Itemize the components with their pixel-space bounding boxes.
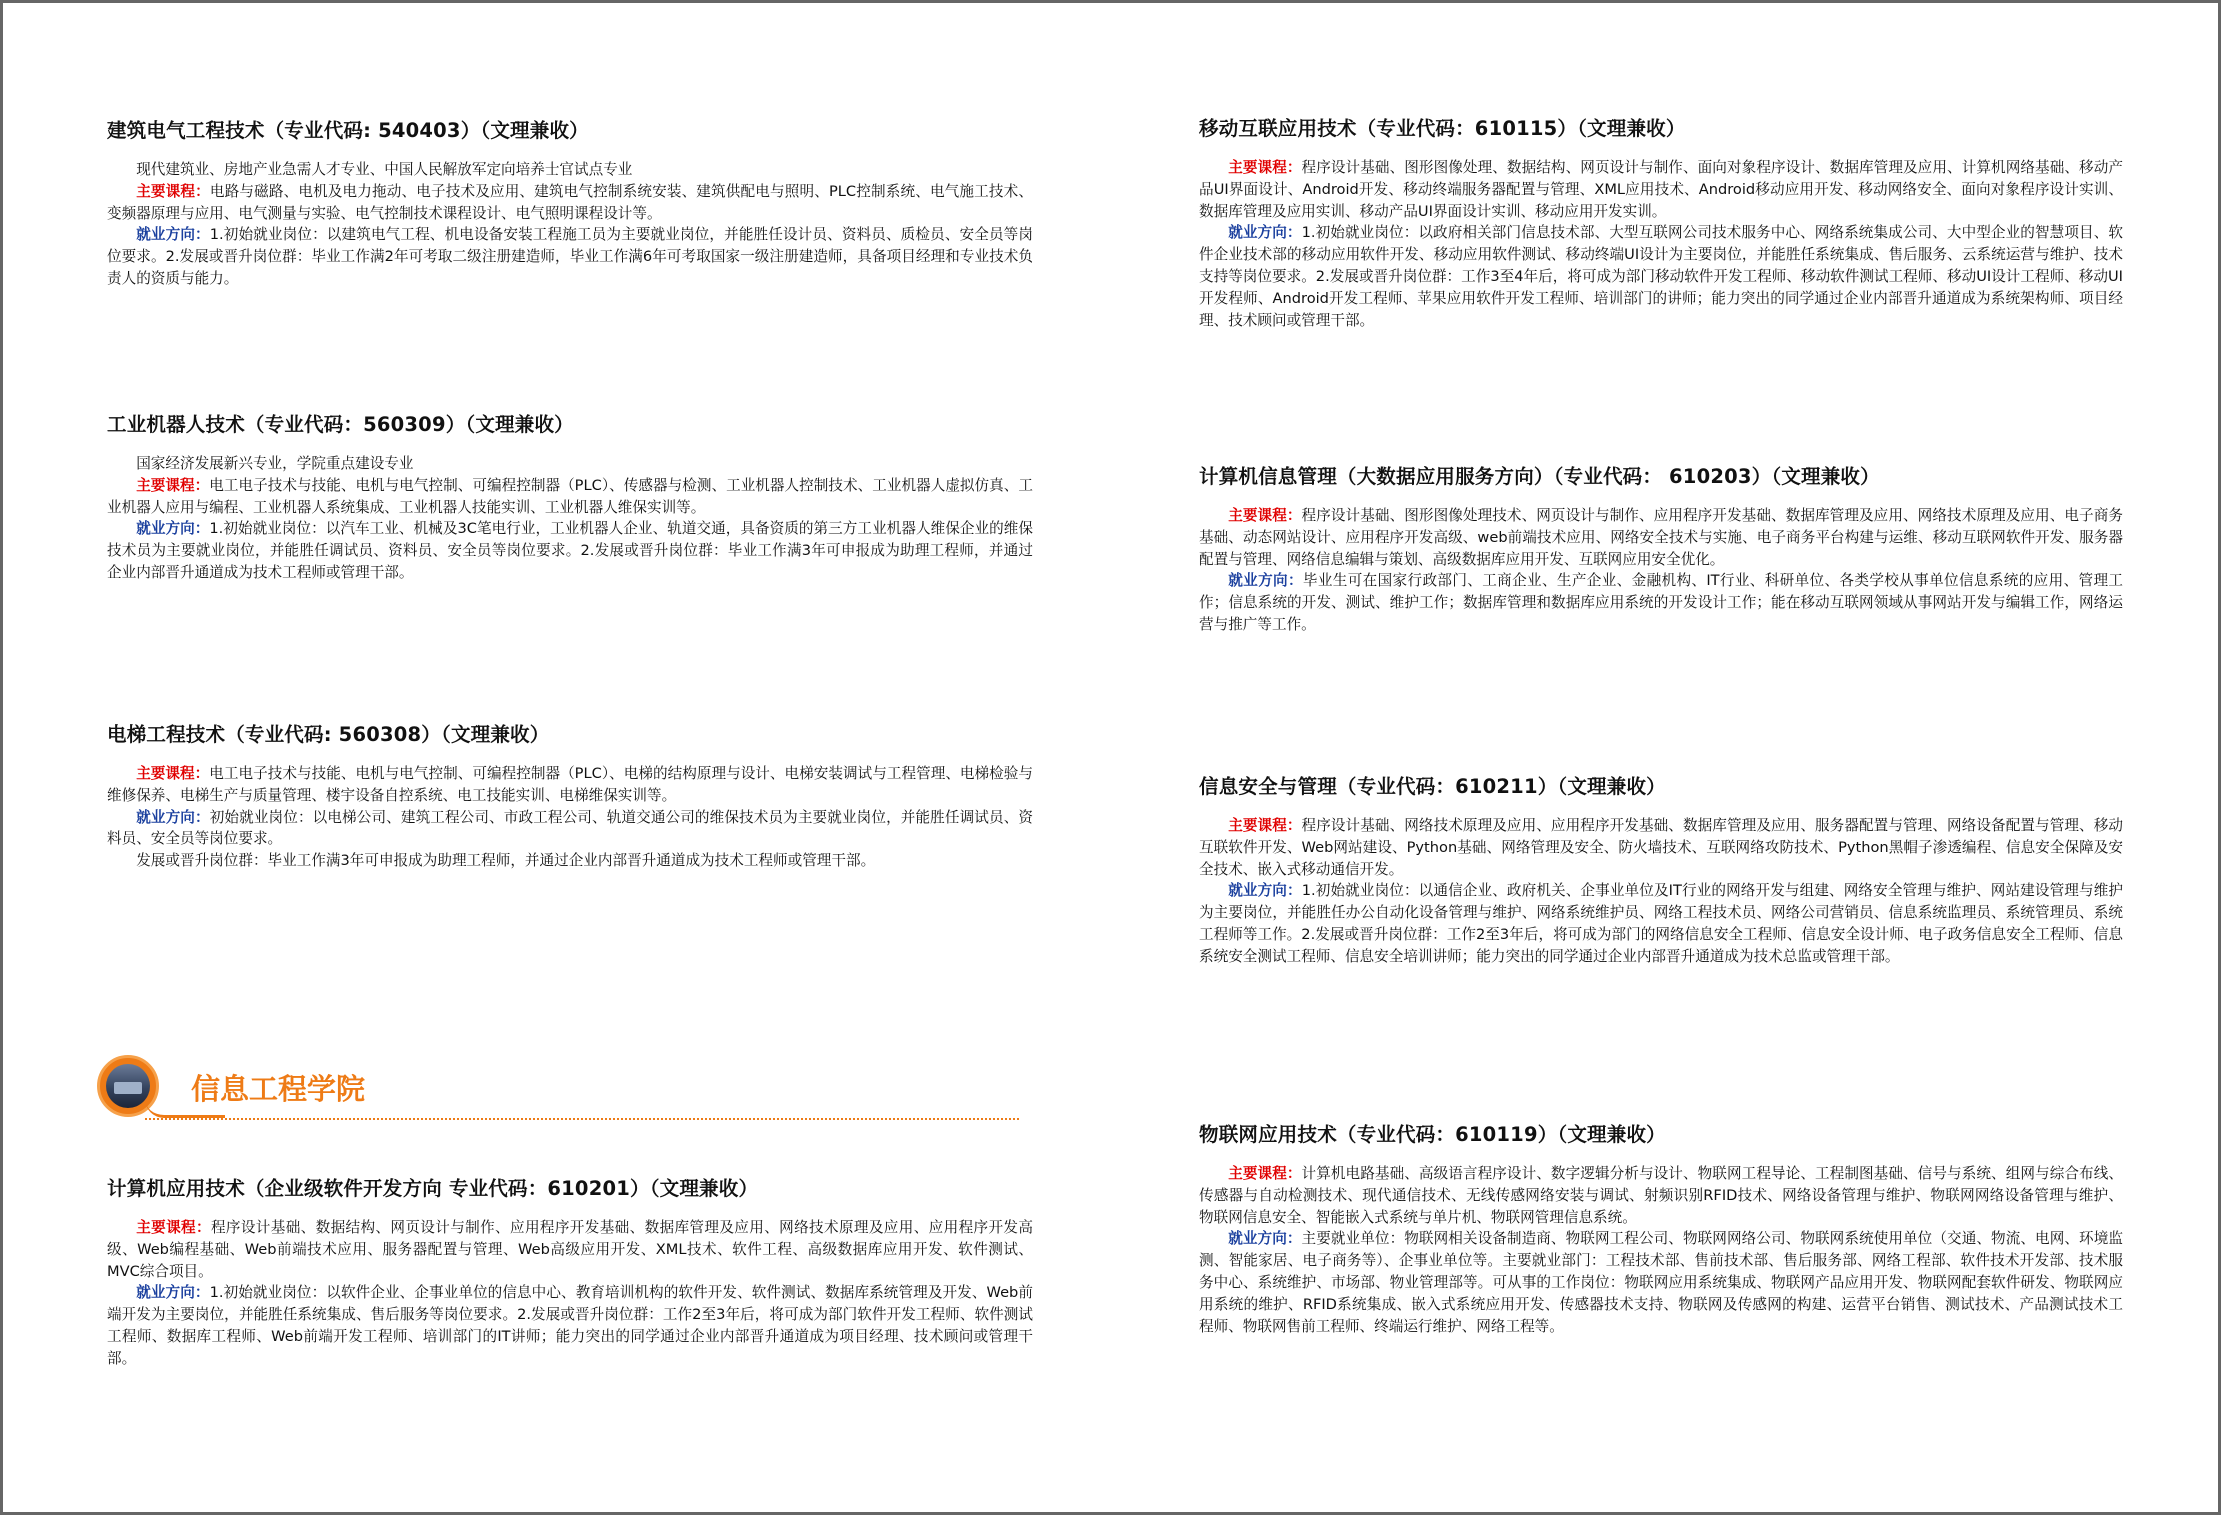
job-label: 就业方向：	[136, 808, 210, 826]
course-label: 主要课程：	[1228, 1165, 1302, 1182]
major-courses	[1199, 505, 2123, 570]
major-title: 工业机器人技术（专业代码：560309）（文理兼收）	[107, 413, 574, 436]
job-text: 1.初始就业岗位：以建筑电气工程、机电设备安装工程施工员为主要就业岗位，并能胜任设计员、资料员、质检员、安全员等岗位要求。2.发展或晋升岗位群：毕业工作满2年可考取二级注册建造师，毕业工作满6年可考取国家一级注册建造师，具备项目经理和专业技术负责人的资质与能力。	[107, 226, 1033, 287]
major-body	[107, 1217, 1033, 1370]
major-title: 计算机应用技术（企业级软件开发方向 专业代码：610201）（文理兼收）	[107, 1177, 759, 1200]
course-label: 主要课程：	[1228, 507, 1302, 524]
major-industrial-robot	[107, 409, 1033, 584]
major-jobs	[1199, 570, 2123, 635]
course-text: 计算机电路基础、高级语言程序设计、数字逻辑分析与设计、物联网工程导论、工程制图基础、信号与系统、组网与综合布线、传感器与自动检测技术、现代通信技术、无线传感网络安装与调试、射频识别RFID技术、网络设备管理与维护、物联网网络设备管理与维护、物联网信息安全、智能嵌入式系统与单片机、物联网管理信息系统。	[1199, 1165, 2123, 1226]
course-text: 程序设计基础、图形图像处理技术、网页设计与制作、应用程序开发基础、数据库管理及应用、网络技术原理及应用、电子商务基础、动态网站设计、应用程序开发高级、web前端技术应用、网络安全技术与实施、电子商务平台构建与运维、移动互联网软件开发、服务器配置与管理、网络信息编辑与策划、高级数据库应用开发、互联网应用安全优化。	[1199, 507, 2123, 568]
job-label: 就业方向：	[1228, 224, 1302, 242]
job-text: 1.初始就业岗位：以通信企业、政府机关、企事业单位及IT行业的网络开发与组建、网络安全管理与维护、网站建设管理与维护为主要岗位，并能胜任办公自动化设备管理与维护、网络系统维护员、网络工程技术员、网络公司营销员、信息系统监理员、系统管理员、系统工程师等工作。2.发展或晋升岗位群：工作2至3年后，将可成为部门的网络信息安全工程师、信息安全设计师、电子政务信息安全工程师、信息系统安全测试工程师、信息安全培训讲师；能力突出的同学通过企业内部晋升通道成为技术总监或管理干部。	[1199, 882, 2123, 965]
job-text: 1.初始就业岗位：以政府相关部门信息技术部、大型互联网公司技术服务中心、网络系统集成公司、大中型企业的智慧项目、软件企业技术部的移动应用软件开发、移动应用软件测试、移动终端UI设计为主要岗位，并能胜任系统集成、售后服务、云系统运营与维护、技术支持等岗位要求。2.发展或晋升岗位群：工作3至4年后，将可成为部门移动软件开发工程师、移动软件测试工程师、移动UI设计工程师、移动UI开发程师、Android开发工程师、苹果应用软件开发工程师、培训部门的讲师；能力突出的同学通过企业内部晋升通道成为系统架构师、项目经理、技术顾问或管理干部。	[1199, 224, 2123, 329]
job-label: 就业方向：	[136, 226, 210, 244]
major-body	[1199, 1163, 2123, 1337]
major-title: 电梯工程技术（专业代码: 560308）（文理兼收）	[107, 723, 550, 746]
major-body	[1199, 505, 2123, 636]
major-title: 移动互联应用技术（专业代码：610115）（文理兼收）	[1199, 117, 1686, 140]
job-label: 就业方向：	[1228, 572, 1303, 590]
job-label: 就业方向：	[1228, 1230, 1302, 1248]
course-text: 电路与磁路、电机及电力拖动、电子技术及应用、建筑电气控制系统安装、建筑供配电与照明、PLC控制系统、电气施工技术、变频器原理与应用、电气测量与实验、电气控制技术课程设计、电气照明课程设计等。	[107, 182, 1033, 222]
major-jobs	[1199, 880, 2123, 967]
major-information-security	[1199, 771, 2123, 968]
major-body	[1199, 157, 2123, 331]
major-jobs	[107, 518, 1033, 583]
course-text: 电工电子技术与技能、电机与电气控制、可编程控制器（PLC）、电梯的结构原理与设计、电梯安装调试与工程管理、电梯检验与维修保养、电梯生产与质量管理、楼宇设备自控系统、电工技能实训、电梯维保实训等。	[107, 765, 1033, 804]
major-courses	[107, 763, 1033, 807]
major-jobs	[107, 1282, 1033, 1369]
major-title: 信息安全与管理（专业代码：610211）（文理兼收）	[1199, 775, 1666, 798]
course-label: 主要课程：	[1228, 159, 1302, 176]
course-text: 程序设计基础、数据结构、网页设计与制作、应用程序开发基础、数据库管理及应用、网络技术原理及应用、应用程序开发高级、Web编程基础、Web前端技术应用、服务器配置与管理、Web高级应用开发、XML技术、软件工程、高级数据库应用开发、软件测试、MVC综合项目。	[107, 1219, 1033, 1280]
major-courses	[1199, 1163, 2123, 1228]
course-label: 主要课程：	[136, 1219, 211, 1236]
major-intro: 现代建筑业、房地产业急需人才专业、中国人民解放军定向培养士官试点专业	[136, 161, 633, 178]
major-intro: 国家经济发展新兴专业，学院重点建设专业	[136, 455, 414, 472]
major-body	[107, 159, 1033, 290]
major-body	[107, 453, 1033, 584]
course-text: 程序设计基础、网络技术原理及应用、应用程序开发基础、数据库管理及应用、服务器配置与管理、网络设备配置与管理、移动互联软件开发、Web网站建设、Python基础、网络管理及安全、防火墙技术、互联网络攻防技术、Python黑帽子渗透编程、信息安全保障及安全技术、嵌入式移动通信开发。	[1199, 817, 2123, 878]
major-jobs	[107, 807, 1033, 851]
major-jobs	[1199, 1228, 2123, 1337]
major-computer-application	[107, 1173, 1033, 1370]
course-label: 主要课程：	[136, 182, 210, 200]
banner-dotted-divider	[145, 1118, 1019, 1120]
course-label: 主要课程：	[136, 476, 210, 494]
college-banner	[97, 1055, 1027, 1125]
major-courses	[107, 181, 1033, 225]
major-title: 计算机信息管理（大数据应用服务方向）（专业代码： 610203）（文理兼收）	[1199, 465, 1880, 488]
major-jobs	[107, 224, 1033, 289]
major-elevator	[107, 719, 1033, 872]
major-courses	[1199, 815, 2123, 880]
major-title: 物联网应用技术（专业代码：610119）（文理兼收）	[1199, 1123, 1666, 1146]
major-courses	[107, 1217, 1033, 1282]
job-label: 就业方向：	[136, 1284, 210, 1302]
major-title: 建筑电气工程技术（专业代码: 540403）（文理兼收）	[107, 119, 589, 142]
major-courses	[107, 475, 1033, 519]
job-label: 就业方向：	[136, 520, 210, 538]
major-body	[1199, 815, 2123, 968]
course-text: 程序设计基础、图形图像处理、数据结构、网页设计与制作、面向对象程序设计、数据库管理及应用、计算机网络基础、移动产品UI界面设计、Android开发、移动终端服务器配置与管理、XML应用技术、Android移动应用开发、移动网络安全、面向对象程序设计实训、数据库管理及应用实训、移动产品UI界面设计实训、移动应用开发实训。	[1199, 159, 2123, 220]
major-body	[107, 763, 1033, 872]
college-title: 信息工程学院	[191, 1072, 366, 1106]
major-courses	[1199, 157, 2123, 222]
job-label: 就业方向：	[1228, 882, 1302, 900]
job-text: 1.初始就业岗位：以汽车工业、机械及3C笔电行业，工业机器人企业、轨道交通，具备资质的第三方工业机器人维保企业的维保技术员为主要就业岗位，并能胜任调试员、资料员、安全员等岗位要求。2.发展或晋升岗位群：毕业工作满3年可申报成为助理工程师，并通过企业内部晋升通道成为技术工程师或管理干部。	[107, 520, 1033, 581]
course-label: 主要课程：	[1228, 817, 1302, 834]
major-information-management	[1199, 461, 2123, 636]
course-text: 电工电子技术与技能、电机与电气控制、可编程控制器（PLC）、传感器与检测、工业机器人控制技术、工业机器人虚拟仿真、工业机器人应用与编程、工业机器人系统集成、工业机器人技能实训、工业机器人维保实训等。	[107, 476, 1033, 516]
major-building-electrical	[107, 115, 1033, 290]
course-label: 主要课程：	[136, 765, 210, 782]
major-iot	[1199, 1119, 2123, 1337]
major-jobs	[1199, 222, 2123, 331]
major-jobs-extra: 发展或晋升岗位群：毕业工作满3年可申报成为助理工程师，并通过企业内部晋升通道成为技术工程师或管理干部。	[136, 852, 876, 870]
job-text: 主要就业单位：物联网相关设备制造商、物联网工程公司、物联网网络公司、物联网系统使用单位（交通、物流、电网、环境监测、智能家居、电子商务等）、企事业单位等。主要就业部门：工程技术部、售前技术部、售后服务部、网络工程部、软件技术开发部、技术服务中心、系统维护、市场部、物业管理部等。可从事的工作岗位：物联网应用系统集成、物联网产品应用开发、物联网配套软件研发、物联网应用系统的维护、RFID系统集成、嵌入式系统应用开发、传感器技术支持、物联网及传感网的构建、运营平台销售、测试技术、产品测试技术工程师、物联网售前工程师、终端运行维护、网络工程等。	[1199, 1230, 2123, 1335]
job-text: 毕业生可在国家行政部门、工商企业、生产企业、金融机构、IT行业、科研单位、各类学校从事单位信息系统的应用、管理工作；信息系统的开发、测试、维护工作；数据库管理和数据库应用系统的开发设计工作；能在移动互联网领域从事网站开发与编辑工作，网络运营与推广等工作。	[1199, 572, 2123, 633]
job-text: 初始就业岗位：以电梯公司、建筑工程公司、市政工程公司、轨道交通公司的维保技术员为主要就业岗位，并能胜任调试员、资料员、安全员等岗位要求。	[107, 808, 1033, 848]
major-mobile-internet	[1199, 113, 2123, 331]
job-text: 1.初始就业岗位：以软件企业、企事业单位的信息中心、教育培训机构的软件开发、软件测试、数据库系统管理及开发、Web前端开发为主要岗位，并能胜任系统集成、售后服务等岗位要求。2.发展或晋升岗位群：工作2至3年后，将可成为部门软件开发工程师、软件测试工程师、数据库工程师、Web前端开发工程师、培训部门的IT讲师；能力突出的同学通过企业内部晋升通道成为项目经理、技术顾问或管理干部。	[107, 1284, 1033, 1367]
